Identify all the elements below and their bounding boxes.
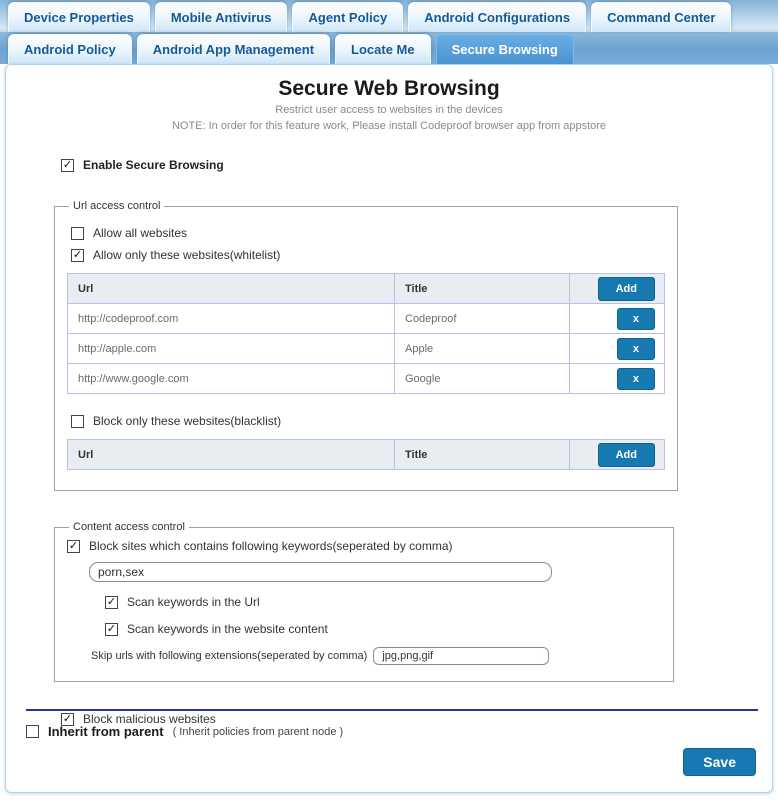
scan-content-row [105,622,661,636]
block-keywords-label: Block sites which contains following keywords(seperated by comma) [89,539,453,553]
tab-row-1 [0,0,778,32]
tab-device-properties[interactable]: Device Properties [8,2,150,32]
skip-extensions-input[interactable] [373,647,549,665]
whitelist-header-row [68,274,665,304]
whitelist-remove-button[interactable]: x [617,308,655,330]
tab-android-policy[interactable]: Android Policy [8,34,132,64]
title-cell: Codeproof [395,304,570,334]
title-cell: Google [395,364,570,394]
scan-url-row [105,595,661,609]
content-access-control-fieldset [54,521,674,682]
block-keywords-row [67,539,661,553]
inherit-from-parent-label: Inherit from parent [48,724,164,739]
url-cell: http://codeproof.com [68,304,395,334]
save-button[interactable]: Save [683,748,756,776]
skip-extensions-row [91,647,661,665]
scan-content-checkbox[interactable]: ✓ [106,622,117,635]
blacklist-add-button[interactable]: Add [598,443,655,467]
tab-android-app-management[interactable]: Android App Management [137,34,330,64]
scan-url-label: Scan keywords in the Url [127,595,260,609]
blacklist-label: Block only these websites(blacklist) [93,414,282,428]
keywords-input[interactable] [89,562,552,582]
whitelist-remove-button[interactable]: x [617,338,655,360]
blacklist-table [67,439,665,470]
tab-locate-me[interactable]: Locate Me [335,34,431,64]
title-cell: Apple [395,334,570,364]
blacklist-row [71,414,665,428]
page-note: NOTE: In order for this feature work, Please install Codeproof browser app from appstore [171,120,607,132]
skip-extensions-label: Skip urls with following extensions(seperated by comma) [91,650,368,662]
title-column-header: Title [395,274,570,304]
url-cell: http://apple.com [68,334,395,364]
scan-url-checkbox[interactable]: ✓ [106,595,117,608]
allow-all-websites-label: Allow all websites [93,226,188,240]
footer-divider [26,709,758,711]
block-keywords-checkbox[interactable]: ✓ [68,539,79,552]
keywords-input-row [89,562,661,582]
enable-secure-browsing-label: Enable Secure Browsing [83,158,224,172]
whitelist-label: Allow only these websites(whitelist) [93,248,281,262]
title-column-header: Title [395,440,570,470]
block-malicious-label: Block malicious websites [83,712,216,726]
whitelist-table-row [68,304,665,334]
page-subtitle: Restrict user access to websites in the devices [275,104,503,116]
whitelist-table-row [68,334,665,364]
inherit-from-parent-row [26,724,772,739]
allow-all-websites-row [71,226,665,240]
tab-command-center[interactable]: Command Center [591,2,731,32]
content-access-control-legend: Content access control [73,521,185,533]
url-access-control-fieldset [54,200,678,491]
save-row [6,748,756,776]
remove-cell [570,364,665,394]
blacklist-checkbox[interactable] [71,415,84,428]
page-title: Secure Web Browsing [278,77,500,100]
panel-footer [6,709,772,776]
url-column-header: Url [68,274,395,304]
allow-all-websites-checkbox[interactable] [71,227,84,240]
whitelist-table [67,273,665,394]
tab-agent-policy[interactable]: Agent Policy [292,2,403,32]
url-access-control-legend: Url access control [73,200,161,212]
tab-row-2 [0,32,778,64]
enable-secure-browsing-row [61,158,772,172]
url-cell: http://www.google.com [68,364,395,394]
tab-bar [0,0,778,64]
tab-mobile-antivirus[interactable]: Mobile Antivirus [155,2,288,32]
whitelist-remove-button[interactable]: x [617,368,655,390]
tab-android-configurations[interactable]: Android Configurations [408,2,586,32]
blacklist-header-row [68,440,665,470]
block-malicious-checkbox[interactable]: ✓ [62,712,73,725]
inherit-from-parent-checkbox[interactable] [26,725,39,738]
secure-browsing-panel [5,64,773,793]
enable-secure-browsing-checkbox[interactable]: ✓ [62,158,73,171]
inherit-from-parent-note: ( Inherit policies from parent node ) [172,725,344,738]
whitelist-row [71,248,665,262]
tab-secure-browsing[interactable]: Secure Browsing [436,34,574,64]
whitelist-add-button[interactable]: Add [598,277,655,301]
scan-content-label: Scan keywords in the website content [127,622,328,636]
remove-cell [570,304,665,334]
remove-cell [570,334,665,364]
url-column-header: Url [68,440,395,470]
blacklist-add-cell [570,440,665,470]
whitelist-table-row [68,364,665,394]
whitelist-checkbox[interactable]: ✓ [72,248,83,261]
whitelist-add-cell [570,274,665,304]
